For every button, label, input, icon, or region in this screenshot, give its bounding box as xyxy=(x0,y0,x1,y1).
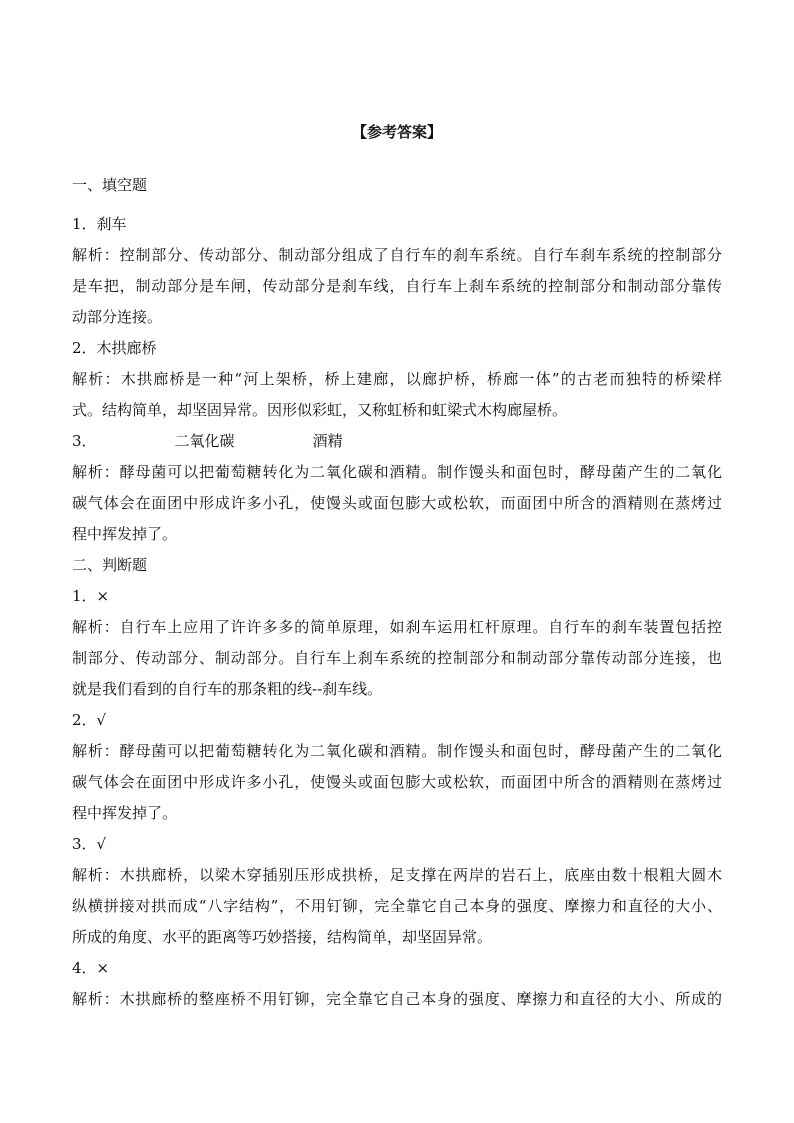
explanation-line: 解析：控制部分、传动部分、制动部分组成了自行车的刹车系统。自行车刹车系统的控制部分 xyxy=(72,246,722,264)
explanation-line: 所成的角度、水平的距离等巧妙搭接，结构简单，却坚固异常。 xyxy=(72,928,493,946)
page-title: 【参考答案】 xyxy=(351,123,442,141)
spacer xyxy=(72,201,722,209)
answer-line: 3．√ xyxy=(72,835,107,853)
explanation-line: 解析：木拱廊桥的整座桥不用钉铆，完全靠它自己本身的强度、摩擦力和直径的大小、所成的 xyxy=(72,990,722,1008)
answer-content xyxy=(72,170,722,1015)
answer-line-with-blanks xyxy=(72,426,722,457)
explanation-line: 式。结构简单，却坚固异常。因形似彩虹，又称虹桥和虹梁式木构廊屋桥。 xyxy=(72,401,568,419)
answer-blank-2: 酒精 xyxy=(312,432,343,450)
explanation-line: 纵横拼接对拱而成“八字结构”，不用钉铆，完全靠它自己本身的强度、摩擦力和直径的大小、 xyxy=(72,897,722,915)
explanation-line: 碳气体会在面团中形成许多小孔，使馒头或面包膨大或松软，而面团中所含的酒精则在蒸烤过 xyxy=(72,773,722,791)
explanation-line: 碳气体会在面团中形成许多小孔，使馒头或面包膨大或松软，而面团中所含的酒精则在蒸烤过 xyxy=(72,494,722,512)
answer-line: 2．木拱廊桥 xyxy=(72,339,157,357)
explanation-line: 是车把，制动部分是车闸，传动部分是刹车线，自行车上刹车系统的控制部分和制动部分靠传 xyxy=(72,277,722,295)
explanation-line: 程中挥发掉了。 xyxy=(72,525,178,543)
section-heading-true-false: 二、判断题 xyxy=(72,556,148,574)
section-heading-fill-in: 一、填空题 xyxy=(72,176,148,194)
explanation-line: 解析：自行车上应用了许许多多的简单原理，如刹车运用杠杆原理。自行车的刹车装置包括控 xyxy=(72,618,722,636)
answer-line: 1．刹车 xyxy=(72,215,127,233)
answer-number: 3． xyxy=(72,432,97,450)
explanation-line: 就是我们看到的自行车的那条粗的线--刹车线。 xyxy=(72,680,383,698)
answer-blank-1: 二氧化碳 xyxy=(174,432,235,450)
explanation-line: 解析：酵母菌可以把葡萄糖转化为二氧化碳和酒精。制作馒头和面包时，酵母菌产生的二氧化 xyxy=(72,742,722,760)
answer-line: 2．√ xyxy=(72,711,107,729)
explanation-line: 解析：木拱廊桥，以梁木穿插别压形成拱桥，足支撑在两岸的岩石上，底座由数十根粗大圆木 xyxy=(72,866,722,884)
explanation-line: 解析：酵母菌可以把葡萄糖转化为二氧化碳和酒精。制作馒头和面包时，酵母菌产生的二氧化 xyxy=(72,463,722,481)
explanation-line: 程中挥发掉了。 xyxy=(72,804,178,822)
answer-line: 4．× xyxy=(72,959,110,977)
explanation-line: 动部分连接。 xyxy=(72,308,163,326)
explanation-line: 制部分、传动部分、制动部分。自行车上刹车系统的控制部分和制动部分靠传动部分连接，也 xyxy=(72,649,722,667)
answer-line: 1．× xyxy=(72,587,110,605)
explanation-line: 解析：木拱廊桥是一种“河上架桥，桥上建廊，以廊护桥，桥廊一体”的古老而独特的桥梁样 xyxy=(72,370,722,388)
